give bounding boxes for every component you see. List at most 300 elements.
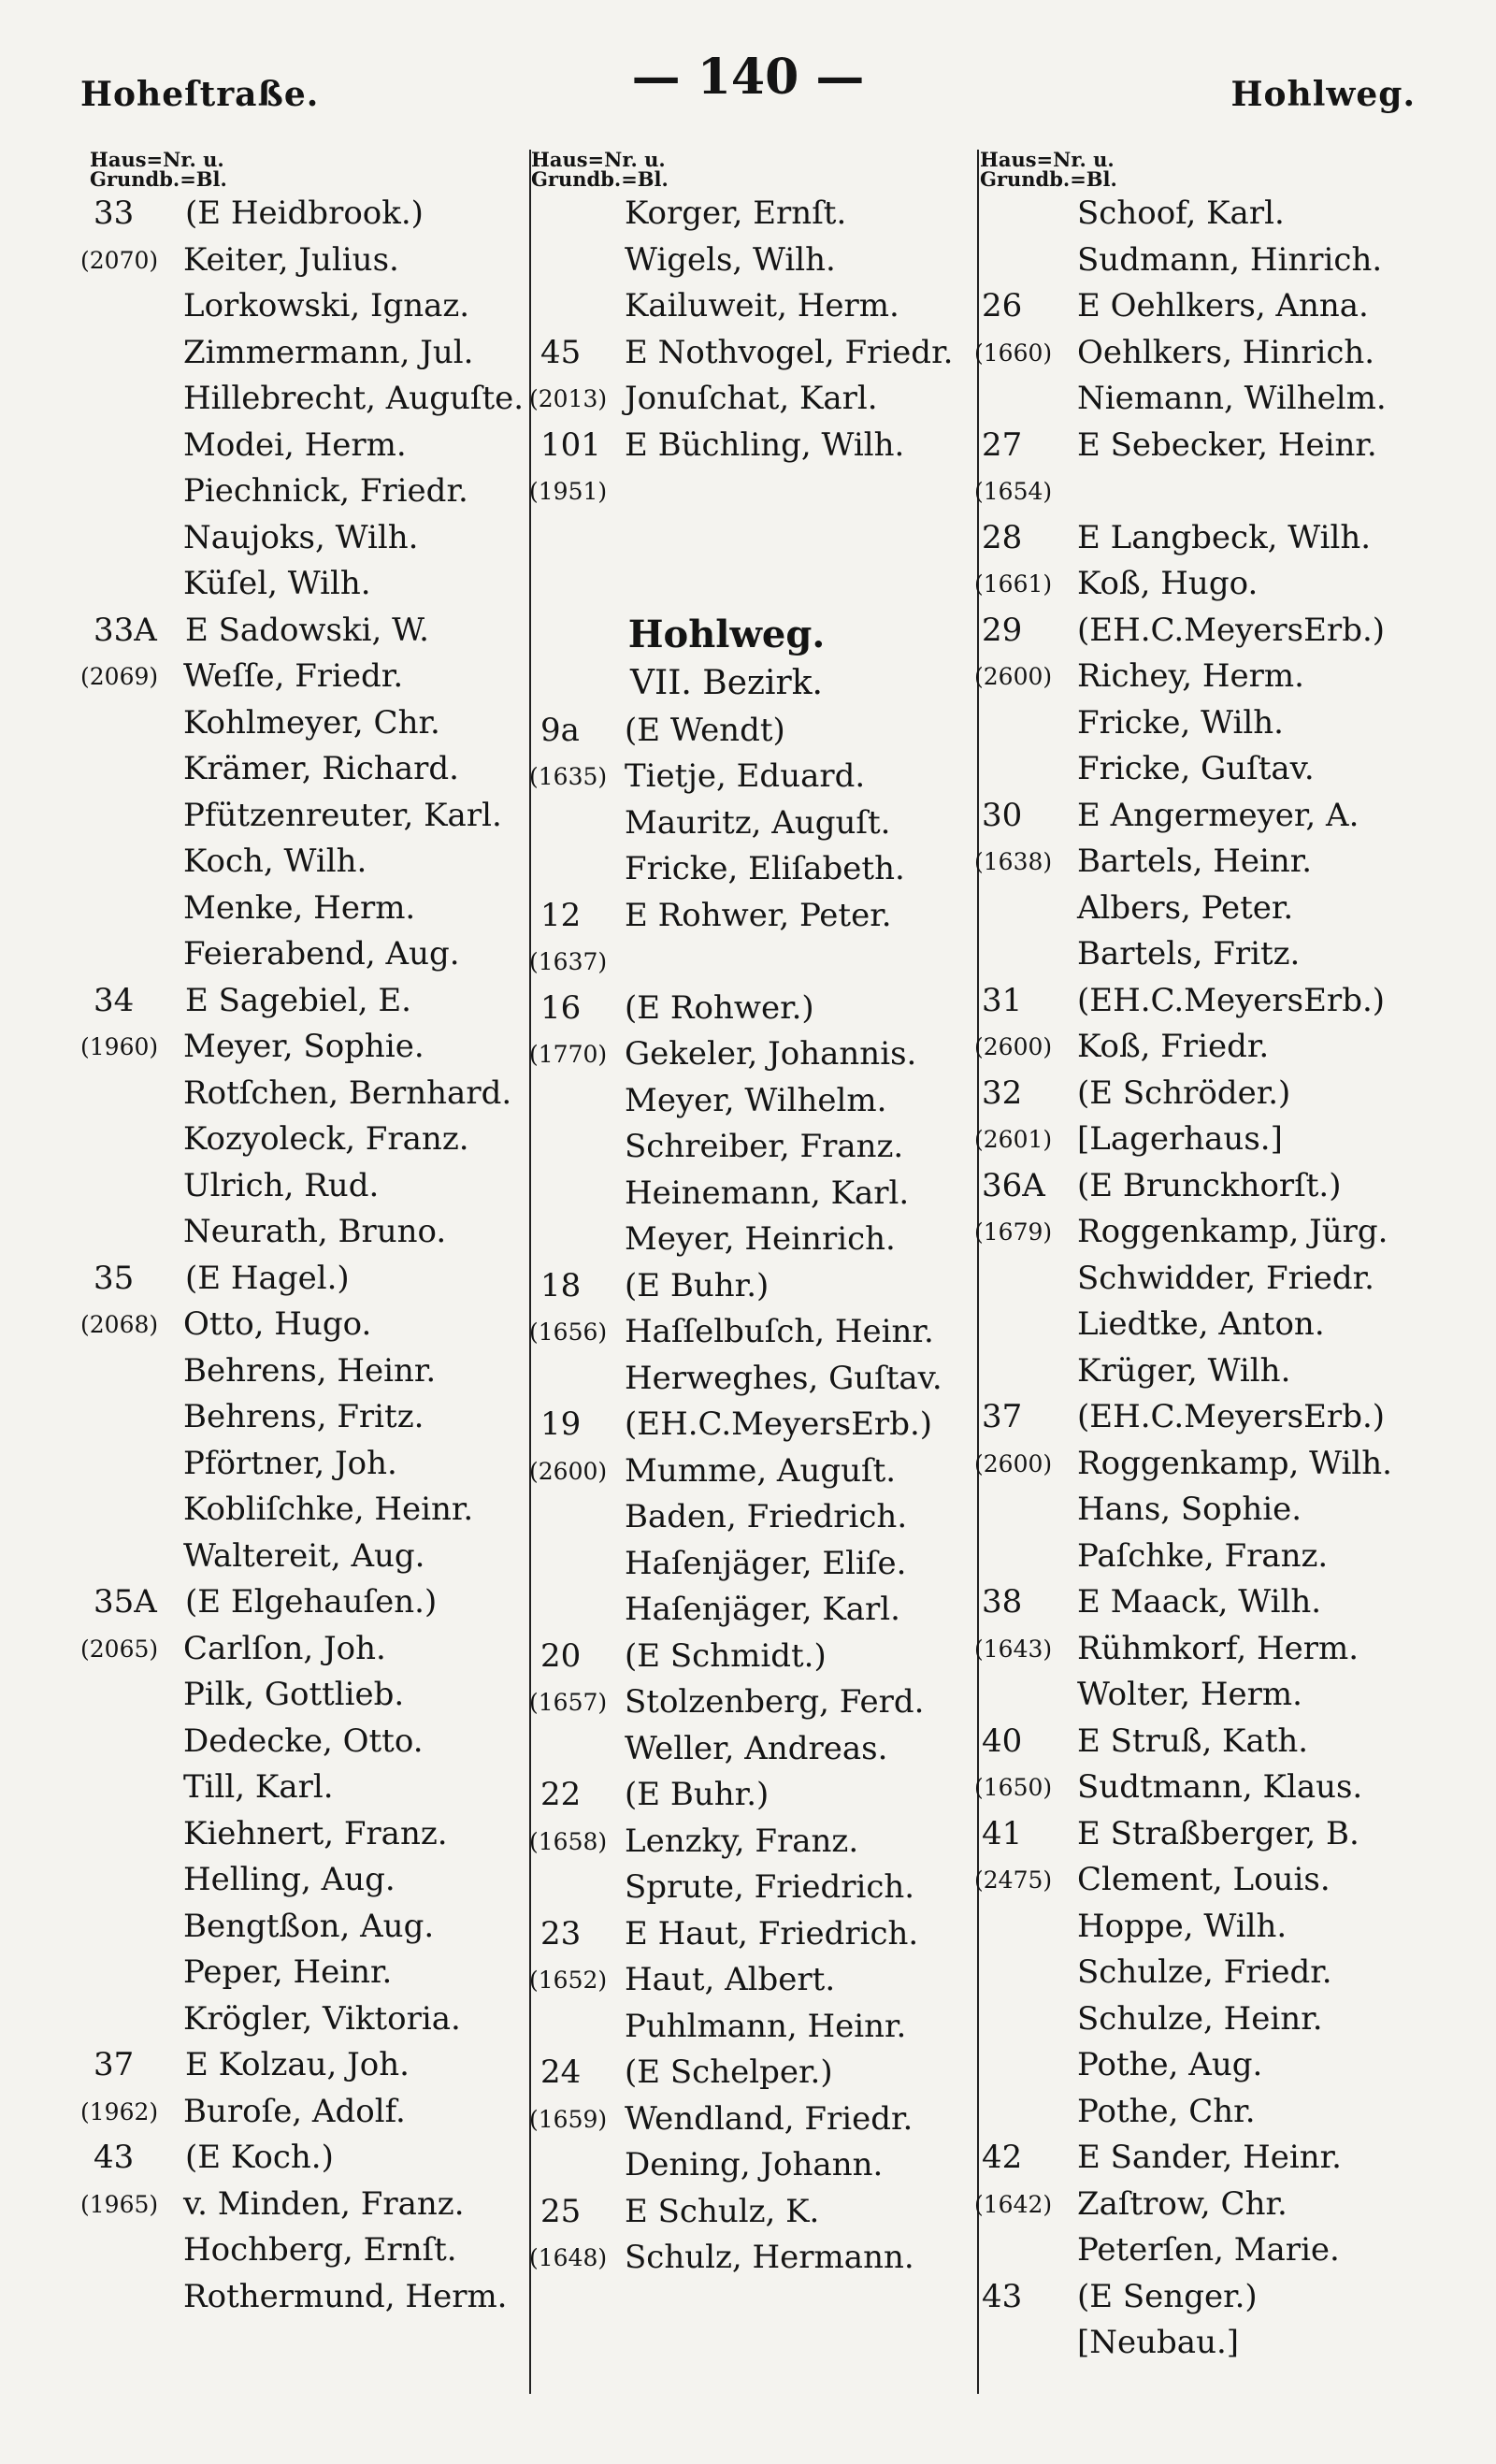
house-number: 40 [982, 1722, 1023, 1760]
house-number: 101 [540, 425, 601, 464]
resident-entry [974, 1626, 1440, 1673]
house-number: 30 [982, 796, 1023, 834]
house-entry [531, 1634, 978, 1680]
resident-name: Clement, Louis. [1077, 1861, 1331, 1898]
house-number: 31 [982, 981, 1023, 1019]
resident-entry [80, 1857, 524, 1904]
resident-entry [531, 2004, 978, 2051]
resident-entry [80, 1626, 524, 1673]
resident-entry [974, 1441, 1440, 1488]
resident-entry [80, 283, 524, 330]
resident-name: Peterſen, Marie. [1077, 2231, 1340, 2269]
owner-name: (E Schelper.) [625, 2053, 833, 2091]
resident-name: Carlſon, Joh. [183, 1629, 386, 1667]
house-entry [980, 608, 1440, 655]
resident-name: Fricke, Eliſabeth. [625, 850, 905, 887]
resident-name: Pförtner, Joh. [183, 1444, 397, 1482]
entry-list [974, 191, 1440, 2367]
resident-entry [974, 468, 1440, 515]
resident-entry [80, 700, 524, 747]
resident-name: Kiehnert, Franz. [183, 1814, 448, 1852]
resident-entry [531, 1865, 978, 1911]
resident-entry [531, 1726, 978, 1773]
resident-name: Krämer, Richard. [183, 750, 459, 787]
resident-name: Krüger, Wilh. [1077, 1351, 1291, 1390]
resident-entry [531, 1587, 978, 1634]
resident-name: Naujoks, Wilh. [183, 518, 419, 556]
house-number: 33 [94, 195, 135, 232]
resident-entry [980, 1950, 1440, 1996]
resident-name: Weller, Andreas. [625, 1729, 888, 1767]
resident-entry [974, 654, 1440, 700]
resident-entry [80, 1024, 524, 1071]
resident-entry [531, 1494, 978, 1541]
house-entry [980, 2274, 1440, 2321]
entry-list [531, 191, 978, 515]
resident-name: Wolter, Herm. [1077, 1676, 1302, 1713]
resident-entry [80, 561, 524, 608]
street-title: Hohlweg. [627, 612, 826, 656]
house-number: 12 [540, 896, 582, 934]
grundbuch-number: (1962) [80, 2097, 159, 2125]
resident-entry [974, 1117, 1440, 1163]
house-number: 26 [982, 287, 1023, 324]
grundbuch-number: (2065) [80, 1635, 159, 1663]
grundbuch-number: (2070) [80, 246, 159, 274]
resident-name: Bartels, Heinr. [1077, 843, 1313, 880]
resident-entry [80, 2089, 524, 2136]
resident-name: Korger, Ernſt. [625, 195, 847, 232]
resident-entry [980, 931, 1440, 978]
district-subtitle: VII. Bezirk. [629, 663, 824, 702]
resident-entry [80, 1811, 524, 1858]
resident-entry [80, 1394, 524, 1441]
grundbuch-number: (1652) [529, 1967, 608, 1994]
resident-name: Bengtßon, Aug. [183, 1907, 435, 1945]
owner-name: (E Brunckhorſt.) [1077, 1166, 1342, 1204]
resident-name: Roggenkamp, Jürg. [1077, 1213, 1388, 1250]
resident-entry [80, 2182, 524, 2228]
resident-name: Keiter, Julius. [183, 240, 399, 279]
owner-name: (E Buhr.) [625, 1776, 770, 1813]
resident-entry [80, 931, 524, 978]
resident-entry [980, 2320, 1440, 2367]
owner-name: E Nothvogel, Friedr. [625, 333, 954, 371]
grundbuch-number: (1661) [974, 570, 1053, 598]
house-number: 43 [982, 2277, 1023, 2315]
owner-name: (E Wendt) [625, 711, 785, 749]
resident-entry [980, 1256, 1440, 1303]
resident-entry [531, 1679, 978, 1726]
resident-entry [531, 1309, 978, 1356]
resident-entry [531, 1356, 978, 1403]
house-entry [980, 1394, 1440, 1441]
resident-entry [531, 800, 978, 847]
section-spacer [531, 515, 978, 611]
house-entry [531, 2050, 978, 2097]
resident-entry [980, 1487, 1440, 1534]
resident-name: Liedtke, Anton. [1077, 1305, 1325, 1343]
resident-name: Herweghes, Guſtav. [625, 1359, 942, 1397]
resident-name: Dening, Johann. [625, 2146, 884, 2183]
house-number: 29 [982, 611, 1023, 649]
resident-name: Hans, Sophie. [1077, 1491, 1302, 1528]
owner-name: (E Schröder.) [1077, 1073, 1291, 1112]
resident-entry [531, 1957, 978, 2004]
resident-name: Puhlmann, Heinr. [625, 2007, 907, 2045]
owner-name: E Maack, Wilh. [1077, 1583, 1322, 1621]
grundbuch-number: (2069) [80, 663, 159, 690]
grundbuch-number: (1951) [529, 478, 608, 505]
resident-name: Hochberg, Ernſt. [183, 2231, 457, 2269]
resident-entry [531, 1541, 978, 1588]
resident-name: Modei, Herm. [183, 425, 407, 464]
house-entry [980, 793, 1440, 840]
house-number: 41 [982, 1814, 1023, 1852]
house-entry [980, 2135, 1440, 2182]
resident-name: Piechnick, Friedr. [183, 472, 468, 510]
owner-name: (EH.C.MeyersErb.) [1077, 981, 1386, 1019]
grundbuch-number: (1648) [529, 2244, 608, 2271]
resident-name: Wendland, Friedr. [625, 2099, 913, 2138]
house-entry [531, 2189, 978, 2236]
owner-name: E Struß, Kath. [1077, 1722, 1309, 1760]
resident-name: Sprute, Friedrich. [625, 1868, 915, 1906]
grundbuch-number: (1660) [974, 339, 1053, 367]
column-header-line: Haus=Nr. u. [90, 148, 224, 171]
house-entry [531, 1402, 978, 1448]
resident-entry [80, 1765, 524, 1811]
resident-entry [80, 1441, 524, 1488]
resident-entry [80, 515, 524, 562]
resident-entry [80, 423, 524, 469]
grundbuch-number: (1656) [529, 1318, 608, 1346]
resident-entry [980, 1996, 1440, 2043]
grundbuch-number: (1679) [974, 1218, 1053, 1246]
resident-entry [531, 754, 978, 800]
owner-name: E Sadowski, W. [185, 611, 429, 649]
resident-name: Meyer, Wilhelm. [625, 1081, 887, 1119]
house-number: 25 [540, 2192, 582, 2230]
resident-entry [531, 2235, 978, 2282]
grundbuch-number: (2013) [529, 385, 608, 412]
resident-entry [531, 1448, 978, 1495]
resident-name: Rühmkorf, Herm. [1077, 1629, 1359, 1667]
resident-name: Schoof, Karl. [1077, 195, 1285, 232]
house-entry [980, 515, 1440, 562]
resident-name: Koß, Hugo. [1077, 565, 1259, 602]
house-number: 19 [540, 1405, 582, 1443]
resident-entry [80, 746, 524, 793]
resident-name: Kobliſchke, Heinr. [183, 1491, 474, 1528]
owner-name: E Haut, Friedrich. [625, 1914, 919, 1952]
resident-entry [80, 1950, 524, 1996]
resident-name: Hoppe, Wilh. [1077, 1907, 1287, 1945]
resident-name: Haſenjäger, Eliſe. [625, 1544, 907, 1582]
resident-name: Pothe, Chr. [1077, 2092, 1256, 2130]
house-number: 34 [94, 981, 135, 1019]
resident-name: Pilk, Gottlieb. [183, 1676, 405, 1713]
resident-entry [80, 1163, 524, 1210]
house-number: 33A [94, 611, 157, 649]
house-entry [980, 1719, 1440, 1765]
house-entry [80, 191, 524, 238]
resident-name: [Neubau.] [1077, 2324, 1240, 2361]
grundbuch-number: (1658) [529, 1827, 608, 1855]
house-entry [80, 608, 524, 655]
resident-name: Richey, Herm. [1077, 657, 1304, 695]
owner-name: (EH.C.MeyersErb.) [1077, 611, 1386, 649]
grundbuch-number: (2600) [974, 663, 1053, 690]
resident-entry [974, 1209, 1440, 1256]
house-entry [80, 2135, 524, 2182]
house-entry [531, 1911, 978, 1958]
house-entry [80, 2042, 524, 2089]
owner-name: E Büchling, Wilh. [625, 425, 905, 464]
resident-name: Bartels, Fritz. [1077, 935, 1301, 973]
house-number: 28 [982, 518, 1023, 556]
owner-name: (E Hagel.) [185, 1259, 350, 1297]
house-number: 43 [94, 2139, 135, 2176]
resident-name: Schulze, Friedr. [1077, 1953, 1332, 1991]
house-entry [531, 893, 978, 940]
resident-name: Oehlkers, Hinrich. [1077, 333, 1375, 371]
resident-entry [980, 1672, 1440, 1719]
resident-entry [531, 238, 978, 284]
resident-name: Meyer, Sophie. [183, 1028, 424, 1065]
resident-name: Hillebrecht, Auguſte. [183, 380, 525, 417]
resident-name: Peper, Heinr. [183, 1953, 393, 1991]
resident-entry [80, 2274, 524, 2321]
resident-entry [531, 2097, 978, 2143]
resident-entry [980, 238, 1440, 284]
column-header-line: Grundb.=Bl. [980, 167, 1117, 191]
house-entry [80, 978, 524, 1025]
resident-name: Meyer, Heinrich. [625, 1220, 896, 1258]
resident-name: Feierabend, Aug. [183, 935, 460, 973]
grundbuch-number: (1642) [974, 2190, 1053, 2218]
resident-entry [531, 1171, 978, 1218]
resident-entry [80, 1209, 524, 1256]
owner-name: E Langbeck, Wilh. [1077, 518, 1372, 556]
grundbuch-number: (2600) [974, 1033, 1053, 1060]
column-1 [80, 150, 524, 2464]
resident-name: Schulze, Heinr. [1077, 1999, 1323, 2038]
house-number: 23 [540, 1914, 582, 1952]
resident-entry [531, 846, 978, 893]
grundbuch-number: (2601) [974, 1126, 1053, 1153]
resident-name: Rotſchen, Bernhard. [183, 1073, 512, 1112]
resident-name: Waltereit, Aug. [183, 1536, 425, 1575]
resident-name: Sudtmann, Klaus. [1077, 1768, 1363, 1806]
owner-name: (E Heidbrook.) [185, 195, 424, 232]
resident-entry [80, 1534, 524, 1580]
resident-entry [531, 191, 978, 238]
resident-entry [80, 238, 524, 284]
resident-name: Mauritz, Auguſt. [625, 803, 891, 842]
resident-entry [80, 1672, 524, 1719]
house-number: 37 [982, 1398, 1023, 1435]
house-number: 9a [540, 711, 580, 749]
resident-entry [980, 191, 1440, 238]
grundbuch-number: (2068) [80, 1311, 159, 1338]
resident-name: Behrens, Heinr. [183, 1351, 437, 1390]
resident-entry [80, 1719, 524, 1765]
grundbuch-number: (1638) [974, 848, 1053, 875]
resident-name: Heinemann, Karl. [625, 1174, 910, 1212]
owner-name: (E Buhr.) [625, 1266, 770, 1304]
resident-entry [531, 939, 978, 986]
resident-entry [974, 561, 1440, 608]
resident-entry [80, 886, 524, 932]
page-number: — 140 — [631, 49, 865, 106]
resident-entry [531, 2142, 978, 2189]
resident-entry [974, 2182, 1440, 2228]
house-number: 22 [540, 1776, 582, 1813]
resident-name: Kailuweit, Herm. [625, 287, 899, 324]
resident-name: Sudmann, Hinrich. [1077, 240, 1383, 279]
column-2 [531, 150, 978, 2464]
column-header-line: Grundb.=Bl. [90, 167, 227, 191]
resident-name: Albers, Peter. [1077, 888, 1294, 927]
resident-entry [531, 1078, 978, 1125]
resident-entry [980, 1534, 1440, 1580]
running-head-right: Hohlweg. [1230, 75, 1416, 114]
house-number: 27 [982, 425, 1023, 464]
grundbuch-number: (1643) [974, 1635, 1053, 1663]
house-entry [980, 1163, 1440, 1210]
house-number: 32 [982, 1073, 1023, 1112]
column-header [90, 150, 524, 191]
resident-name: Roggenkamp, Wilh. [1077, 1444, 1392, 1482]
resident-name: Haſenjäger, Karl. [625, 1591, 900, 1628]
grundbuch-number: (2600) [974, 1449, 1053, 1477]
resident-entry [80, 376, 524, 423]
entry-list [531, 708, 978, 2282]
owner-name: (E Schmidt.) [625, 1636, 827, 1675]
house-entry [531, 1772, 978, 1819]
resident-entry [80, 1487, 524, 1534]
grundbuch-number: (1965) [80, 2190, 159, 2218]
resident-entry [980, 1348, 1440, 1395]
house-entry [80, 1256, 524, 1303]
column-header [531, 150, 978, 191]
house-entry [531, 986, 978, 1032]
house-entry [980, 1811, 1440, 1858]
resident-entry [980, 376, 1440, 423]
grundbuch-number: (1659) [529, 2105, 608, 2133]
resident-entry [974, 1024, 1440, 1071]
resident-name: Wigels, Wilh. [625, 240, 836, 279]
resident-name: Fricke, Guſtav. [1077, 750, 1315, 787]
owner-name: E Schulz, K. [625, 2192, 820, 2230]
resident-entry [80, 330, 524, 377]
resident-entry [80, 1996, 524, 2043]
house-number: 37 [94, 2046, 135, 2083]
house-number: 18 [540, 1266, 582, 1304]
resident-name: Koch, Wilh. [183, 843, 367, 880]
house-entry [980, 1071, 1440, 1117]
owner-name: (E Elgehauſen.) [185, 1583, 438, 1621]
resident-name: Lenzky, Franz. [625, 1822, 859, 1860]
house-number: 20 [540, 1636, 582, 1675]
house-number: 24 [540, 2053, 582, 2091]
owner-name: E Oehlkers, Anna. [1077, 287, 1369, 324]
resident-name: Haut, Albert. [625, 1961, 836, 1998]
resident-name: Jonuſchat, Karl. [625, 380, 878, 417]
running-head-left: Hoheſtraße. [80, 75, 320, 114]
resident-entry [980, 746, 1440, 793]
resident-entry [980, 2227, 1440, 2274]
owner-name: E Sebecker, Heinr. [1077, 425, 1377, 464]
resident-name: Weſſe, Friedr. [183, 657, 404, 695]
house-entry [531, 1263, 978, 1310]
resident-name: [Lagerhaus.] [1077, 1120, 1283, 1158]
resident-entry [80, 1071, 524, 1117]
resident-name: Schulz, Hermann. [625, 2239, 914, 2276]
house-entry [531, 330, 978, 377]
owner-name: (E Koch.) [185, 2139, 334, 2176]
resident-entry [980, 886, 1440, 932]
resident-entry [531, 1217, 978, 1263]
resident-name: v. Minden, Franz. [183, 2184, 465, 2223]
house-number: 45 [540, 333, 582, 371]
owner-name: (EH.C.MeyersErb.) [1077, 1398, 1386, 1435]
resident-name: Behrens, Fritz. [183, 1398, 424, 1435]
resident-entry [974, 330, 1440, 377]
resident-entry [80, 1904, 524, 1951]
resident-entry [974, 1765, 1440, 1811]
resident-entry [531, 1031, 978, 1078]
owner-name: E Kolzau, Joh. [185, 2046, 410, 2083]
column-header-line: Haus=Nr. u. [980, 148, 1115, 171]
resident-name: Paſchke, Franz. [1077, 1536, 1329, 1575]
resident-entry [80, 654, 524, 700]
grundbuch-number: (1637) [529, 948, 608, 975]
house-number: 35A [94, 1583, 157, 1621]
resident-name: Pothe, Aug. [1077, 2046, 1263, 2083]
house-entry [980, 283, 1440, 330]
grundbuch-number: (1654) [974, 478, 1053, 505]
resident-name: Zaſtrow, Chr. [1077, 2184, 1287, 2223]
resident-entry [80, 1117, 524, 1163]
resident-name: Kohlmeyer, Chr. [183, 703, 440, 742]
grundbuch-number: (2600) [529, 1457, 608, 1485]
resident-name: Neurath, Bruno. [183, 1213, 447, 1250]
resident-name: Menke, Herm. [183, 888, 416, 927]
owner-name: E Sagebiel, E. [185, 981, 411, 1019]
owner-name: E Rohwer, Peter. [625, 896, 892, 934]
owner-name: (E Rohwer.) [625, 988, 814, 1027]
owner-name: E Straßberger, B. [1077, 1814, 1359, 1852]
owner-name: E Angermeyer, A. [1077, 796, 1359, 834]
resident-entry [974, 839, 1440, 886]
resident-entry [980, 1302, 1440, 1348]
resident-name: Baden, Friedrich. [625, 1498, 908, 1535]
house-entry [80, 1579, 524, 1626]
column-header-line: Grundb.=Bl. [531, 167, 669, 191]
resident-name: Till, Karl. [183, 1768, 334, 1806]
entry-list [80, 191, 524, 2320]
resident-name: Krögler, Viktoria. [183, 1999, 461, 2038]
resident-name: Kozyoleck, Franz. [183, 1120, 469, 1158]
resident-name: Helling, Aug. [183, 1861, 396, 1898]
resident-name: Pfützenreuter, Karl. [183, 796, 502, 834]
resident-entry [980, 2042, 1440, 2089]
house-entry [980, 1579, 1440, 1626]
house-number: 16 [540, 988, 582, 1027]
house-number: 35 [94, 1259, 135, 1297]
